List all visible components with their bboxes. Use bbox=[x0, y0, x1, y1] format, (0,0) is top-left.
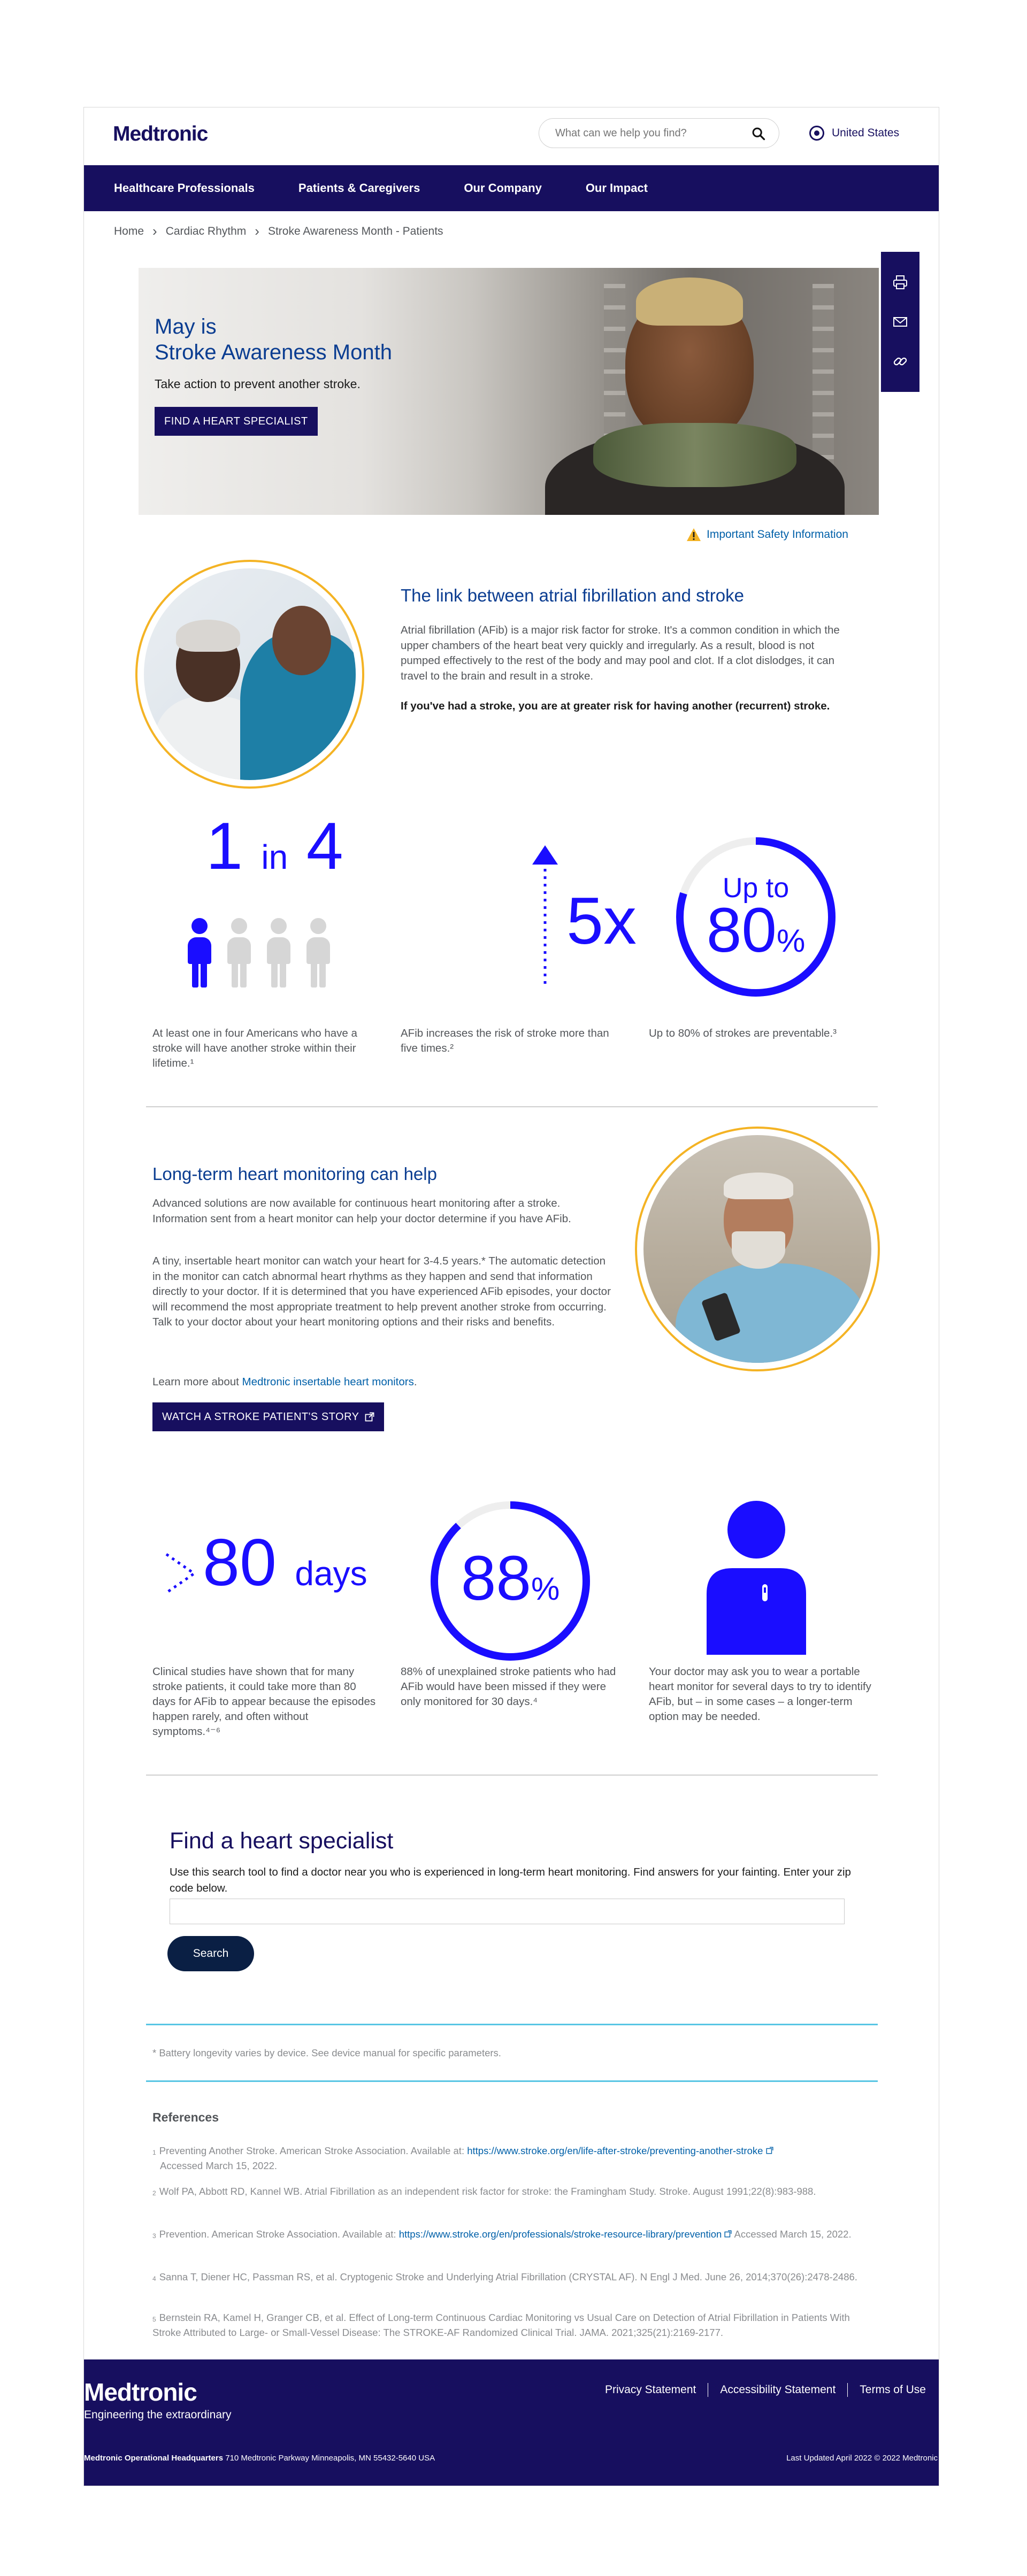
terms-of-use-link[interactable]: Terms of Use bbox=[860, 2384, 926, 2396]
stat-caption: At least one in four Americans who have a stroke will have another stroke within their lifetime.¹ bbox=[152, 1027, 357, 1069]
reference-item: $^5$ Bernstein RA, Kamel H, Granger CB, et al. Effect of Long-term Continuous Cardiac Monitoring vs Usual Care on Detection of Atrial Fibrillation in Patients With Stroke Attributed to Large- or Small-Vessel Disease: The STROKE-AF Randomized Clinical Trial. JAMA. 2021;325(21):2169-2177. bbox=[152, 2312, 850, 2338]
divider bbox=[146, 1775, 878, 1776]
watch-patient-story-button[interactable]: WATCH A STROKE PATIENT'S STORY bbox=[152, 1402, 384, 1431]
print-icon[interactable] bbox=[892, 274, 909, 291]
chevron-right-icon: › bbox=[255, 223, 259, 239]
external-link-icon bbox=[365, 1412, 374, 1422]
people-icon-group bbox=[188, 918, 364, 993]
section-paragraph: Advanced solutions are now available for continuous heart monitoring after a stroke. Information sent from a heart monitor can help your doctor determine if you have AFib. bbox=[152, 1197, 571, 1225]
accessibility-statement-link[interactable]: Accessibility Statement bbox=[720, 2384, 836, 2396]
hero-title: May is Stroke Awareness Month bbox=[155, 315, 392, 364]
safety-info-label[interactable]: Important Safety Information bbox=[707, 528, 848, 541]
ring-value: 80% bbox=[706, 895, 806, 966]
teal-divider bbox=[146, 2024, 878, 2025]
doctor-patient-photo bbox=[135, 560, 364, 789]
zip-code-input[interactable] bbox=[170, 1899, 845, 1924]
find-heart-specialist-button[interactable]: FIND A HEART SPECIALIST bbox=[155, 407, 318, 436]
stat-caption: Your doctor may ask you to wear a portable heart monitor for several days to try to identify AFib, but – in some cases – a longer-term option may be needed. bbox=[649, 1665, 871, 1723]
nav-item-healthcare-professionals[interactable]: Healthcare Professionals bbox=[114, 181, 255, 195]
breadcrumb-current: Stroke Awareness Month - Patients bbox=[267, 225, 443, 237]
stat-5x: 5x bbox=[566, 884, 637, 958]
stat-caption: AFib increases the risk of stroke more than five times.² bbox=[401, 1027, 609, 1054]
reference-link[interactable]: https://www.stroke.org/en/life-after-stroke/preventing-another-stroke bbox=[467, 2145, 763, 2156]
breadcrumb-cardiac-rhythm[interactable]: Cardiac Rhythm bbox=[165, 225, 247, 237]
nav-item-patients-caregivers[interactable]: Patients & Caregivers bbox=[298, 181, 420, 195]
hero-woman-scarf bbox=[593, 423, 796, 487]
reference-item: $^1$ Preventing Another Stroke. American Stroke Association. Available at: https://www.stroke.org/en/life-after-stroke/preventing-another-stroke Accessed March 15, 2022. bbox=[152, 2143, 864, 2173]
section-paragraph: Learn more about Medtronic insertable heart monitors. bbox=[152, 1376, 417, 1388]
stat-88-ring bbox=[428, 1499, 593, 1663]
safety-info-link[interactable] bbox=[686, 528, 848, 542]
stat-caption: Up to 80% of strokes are preventable.³ bbox=[649, 1027, 837, 1039]
search-button[interactable]: Search bbox=[167, 1936, 254, 1971]
dotted-chevron-icon bbox=[163, 1551, 198, 1596]
globe-icon bbox=[809, 126, 824, 141]
hero-banner bbox=[139, 268, 879, 515]
reference-item: $^4$ Sanna T, Diener HC, Passman RS, et al. Cryptogenic Stroke and Underlying Atrial Fibrillation (CRYSTAL AF). N Engl J Med. June 26, 2014;370(26):2478-2486. bbox=[152, 2271, 857, 2282]
region-selector[interactable] bbox=[809, 124, 899, 143]
headquarters-address: Medtronic Operational Headquarters 710 Medtronic Parkway Minneapolis, MN 55432-5640 USA bbox=[84, 2454, 435, 2463]
person-icon bbox=[306, 918, 330, 988]
stat-1-in-4: 1 in 4 bbox=[206, 809, 343, 883]
section-paragraph: Atrial fibrillation (AFib) is a major risk factor for stroke. It's a common condition in which the upper chambers of the heart beat very quickly and irregularly. As a result, blood is not pumped effectively to the rest of the body and may pool and clot. If a clot dislodges, it can travel to the brain and result in a stroke. bbox=[401, 624, 840, 682]
person-with-monitor-icon bbox=[707, 1500, 806, 1655]
link-icon[interactable] bbox=[892, 353, 909, 370]
ring-value: 88% bbox=[461, 1543, 560, 1614]
divider bbox=[146, 1106, 878, 1107]
stat-80-days: 80 days bbox=[203, 1526, 367, 1600]
hero-woman-hair bbox=[636, 277, 743, 326]
teal-divider bbox=[146, 2080, 878, 2082]
external-link-icon bbox=[724, 2230, 732, 2238]
footer-links bbox=[605, 2383, 926, 2397]
privacy-statement-link[interactable]: Privacy Statement bbox=[604, 2384, 696, 2396]
nav-item-our-impact[interactable]: Our Impact bbox=[585, 181, 648, 195]
section-title: Long-term heart monitoring can help bbox=[152, 1164, 437, 1184]
medtronic-logo[interactable]: Medtronic bbox=[113, 122, 208, 145]
find-specialist-title: Find a heart specialist bbox=[170, 1828, 394, 1854]
warning-icon bbox=[686, 528, 701, 542]
reference-link[interactable]: https://www.stroke.org/en/professionals/stroke-resource-library/prevention bbox=[398, 2228, 722, 2240]
footer-logo[interactable]: Medtronic bbox=[84, 2378, 197, 2406]
senior-man-phone-photo bbox=[635, 1127, 880, 1371]
nav-item-our-company[interactable]: Our Company bbox=[464, 181, 542, 195]
main-nav bbox=[84, 165, 939, 211]
footer-tagline: Engineering the extraordinary bbox=[84, 2409, 232, 2421]
region-label[interactable]: United States bbox=[832, 127, 900, 139]
section-paragraph: A tiny, insertable heart monitor can watch your heart for 3-4.5 years.* The automatic detection in the monitor can catch abnormal heart rhythms as they happen and send that information directly to your doctor. If it is determined that you have experienced AFib episodes, your doctor will recommend the most appropriate treatment to help prevent another stroke from occurring. Talk to your doctor about your heart monitoring options and their risks and benefits. bbox=[152, 1255, 611, 1328]
hero-subtitle: Take action to prevent another stroke. bbox=[155, 377, 361, 391]
search-icon[interactable] bbox=[751, 126, 766, 141]
separator bbox=[847, 2383, 848, 2397]
page-frame bbox=[83, 107, 939, 2486]
external-link-icon bbox=[766, 2147, 773, 2154]
section-title: The link between atrial fibrillation and stroke bbox=[401, 585, 745, 605]
stat-caption: Clinical studies have shown that for many stroke patients, it could take more than 80 days for AFib to appear because the episodes happen rarely, and often without symptoms.⁴⁻⁶ bbox=[152, 1665, 376, 1738]
battery-footnote: * Battery longevity varies by device. See device manual for specific parameters. bbox=[152, 2047, 501, 2058]
chevron-right-icon: › bbox=[152, 223, 157, 239]
stat-caption: 88% of unexplained stroke patients who had AFib would have been missed if they were only monitored for 30 days.⁴ bbox=[401, 1665, 616, 1708]
section-emphasis: If you've had a stroke, you are at greater risk for having another (recurrent) stroke. bbox=[401, 700, 830, 712]
email-icon[interactable] bbox=[892, 313, 909, 330]
dotted-up-arrow-icon bbox=[532, 845, 558, 990]
ring-label-top: Up to bbox=[722, 873, 790, 904]
share-toolbar bbox=[881, 252, 919, 392]
person-icon bbox=[188, 918, 211, 988]
search-input[interactable] bbox=[555, 119, 748, 148]
footer bbox=[84, 2359, 939, 2486]
stat-80-ring bbox=[673, 835, 838, 999]
person-icon bbox=[227, 918, 251, 988]
insertable-monitors-link[interactable]: Medtronic insertable heart monitors bbox=[242, 1376, 414, 1388]
references-heading: References bbox=[152, 2110, 219, 2124]
reference-item: $^3$ Prevention. American Stroke Association. Available at: https://www.stroke.org/en/professionals/stroke-resource-library/prevention Accessed March 15, 2022. bbox=[152, 2228, 852, 2240]
last-updated: Last Updated April 2022 © 2022 Medtronic bbox=[786, 2454, 938, 2463]
breadcrumb bbox=[114, 223, 443, 240]
person-icon bbox=[267, 918, 290, 988]
search-box[interactable] bbox=[539, 118, 779, 148]
find-specialist-text: Use this search tool to find a doctor near you who is experienced in long-term heart monitoring. Find answers for your fainting. Enter your zip code below. bbox=[170, 1866, 851, 1894]
breadcrumb-home[interactable]: Home bbox=[114, 225, 144, 237]
reference-item: $^2$ Wolf PA, Abbott RD, Kannel WB. Atrial Fibrillation as an independent risk factor for stroke: the Framingham Study. Stroke. August 1991;22(8):983-988. bbox=[152, 2186, 816, 2197]
